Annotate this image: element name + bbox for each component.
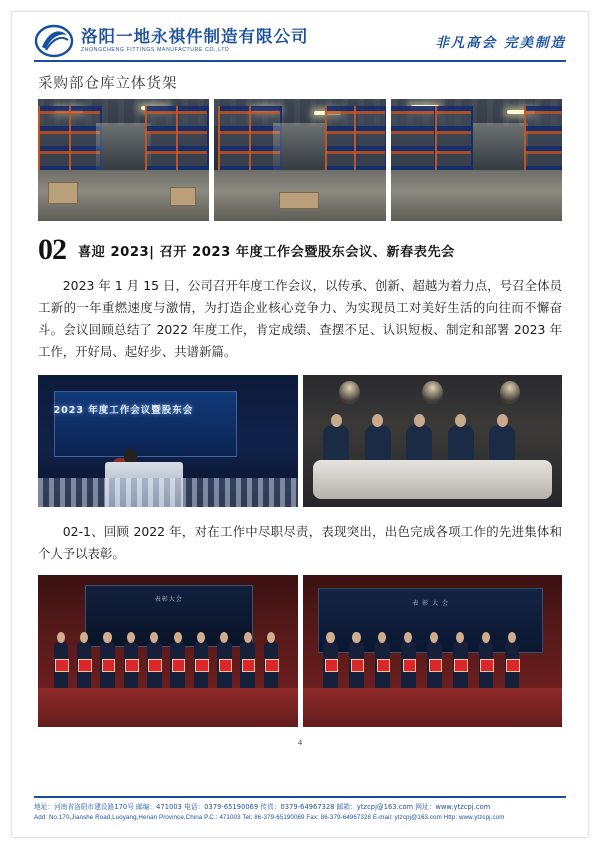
article-header <box>38 235 562 265</box>
meeting-scene <box>38 375 298 507</box>
header-divider <box>34 60 566 62</box>
warehouse-photo-3 <box>391 99 562 221</box>
warehouse-photo-row <box>38 99 562 221</box>
floor <box>391 170 562 221</box>
company-slogan: 非凡高会 完美制造 <box>435 35 566 51</box>
warehouse-scene <box>391 99 562 221</box>
warehouse-photo-1 <box>38 99 209 221</box>
award-photo-2 <box>303 575 563 727</box>
award-photo-row <box>38 575 562 727</box>
banquet-table <box>313 460 552 500</box>
chandelier <box>500 381 521 405</box>
warehouse-scene <box>214 99 385 221</box>
footer-contact-en: Add: No.170,Jianshe Road,Luoyang,Henan Province,China P.C.: 471003 Tel: 86-379-65190069 Fax: 86-379-64967328 E-mail: ytzcpj@163.com Http: www.ytzcpj.com <box>34 813 505 821</box>
page-sheet <box>12 12 588 837</box>
screen-text: 2023 年度工作会议暨股东会 <box>53 404 194 416</box>
meeting-photo-banquet <box>303 375 563 507</box>
meeting-photo-speaker <box>38 375 298 507</box>
stage-carpet <box>303 688 563 728</box>
carton <box>170 187 196 206</box>
article-subnote: 02-1、回顾 2022 年，对在工作中尽职尽责，表现突出，出色完成各项工作的先进集体和个人予以表彰。 <box>38 524 562 562</box>
warehouse-scene <box>38 99 209 221</box>
company-name-cn: 洛阳一地永祺件制造有限公司 <box>81 26 309 46</box>
article-number: 02 <box>38 233 66 266</box>
page-number: 4 <box>297 737 303 748</box>
award-photo-1 <box>38 575 298 727</box>
stage-carpet <box>38 688 298 728</box>
chandelier <box>422 381 443 405</box>
award-scene <box>38 575 298 727</box>
page-header <box>12 12 588 64</box>
banquet-scene <box>303 375 563 507</box>
carton <box>279 192 319 209</box>
warehouse-photo-2 <box>214 99 385 221</box>
flower-arrangement <box>38 478 298 507</box>
section-title: 采购部仓库立体货架 <box>38 76 178 92</box>
page-footer <box>34 796 566 823</box>
meeting-photo-row <box>38 375 562 507</box>
award-scene <box>303 575 563 727</box>
footer-contact-cn: 地址：河南省洛阳市建设路170号 邮编：471003 电话：0379-65190069 传真：0379-64967328 邮箱：ytzcpj@163.com 网址：www.ytzcpj.com <box>34 802 491 811</box>
chandelier <box>339 381 360 405</box>
article-title: 喜迎 2023| 召开 2023 年度工作会暨股东会议、新春表先会 <box>78 244 455 260</box>
stage-screen-label: 表彰大会 <box>154 596 183 604</box>
footer-divider <box>34 796 566 798</box>
article-body: 2023 年 1 月 15 日，公司召开年度工作会议，以传承、创新、超越为着力点，号召全体员工新的一年重燃速度与激情，为打造企业核心竞争力、为实现员工对美好生活的向往而不懈奋斗。会议回顾总结了 2022 年度工作，肯定成绩、查摆不足、认识短板、制定和部署 2023 年工作，开好局、起好步、共谱新篇。 <box>38 278 562 360</box>
carton <box>48 182 77 204</box>
company-brand <box>34 23 309 59</box>
stage-screen-label: 表 彰 大 会 <box>412 599 450 607</box>
article-block <box>38 235 562 363</box>
company-swoosh-logo-icon <box>34 23 74 59</box>
company-name-block <box>81 26 309 54</box>
company-name-en: ZHONGCHENG FITTINGS MANUFACTURE CO.,LTD <box>81 47 230 54</box>
